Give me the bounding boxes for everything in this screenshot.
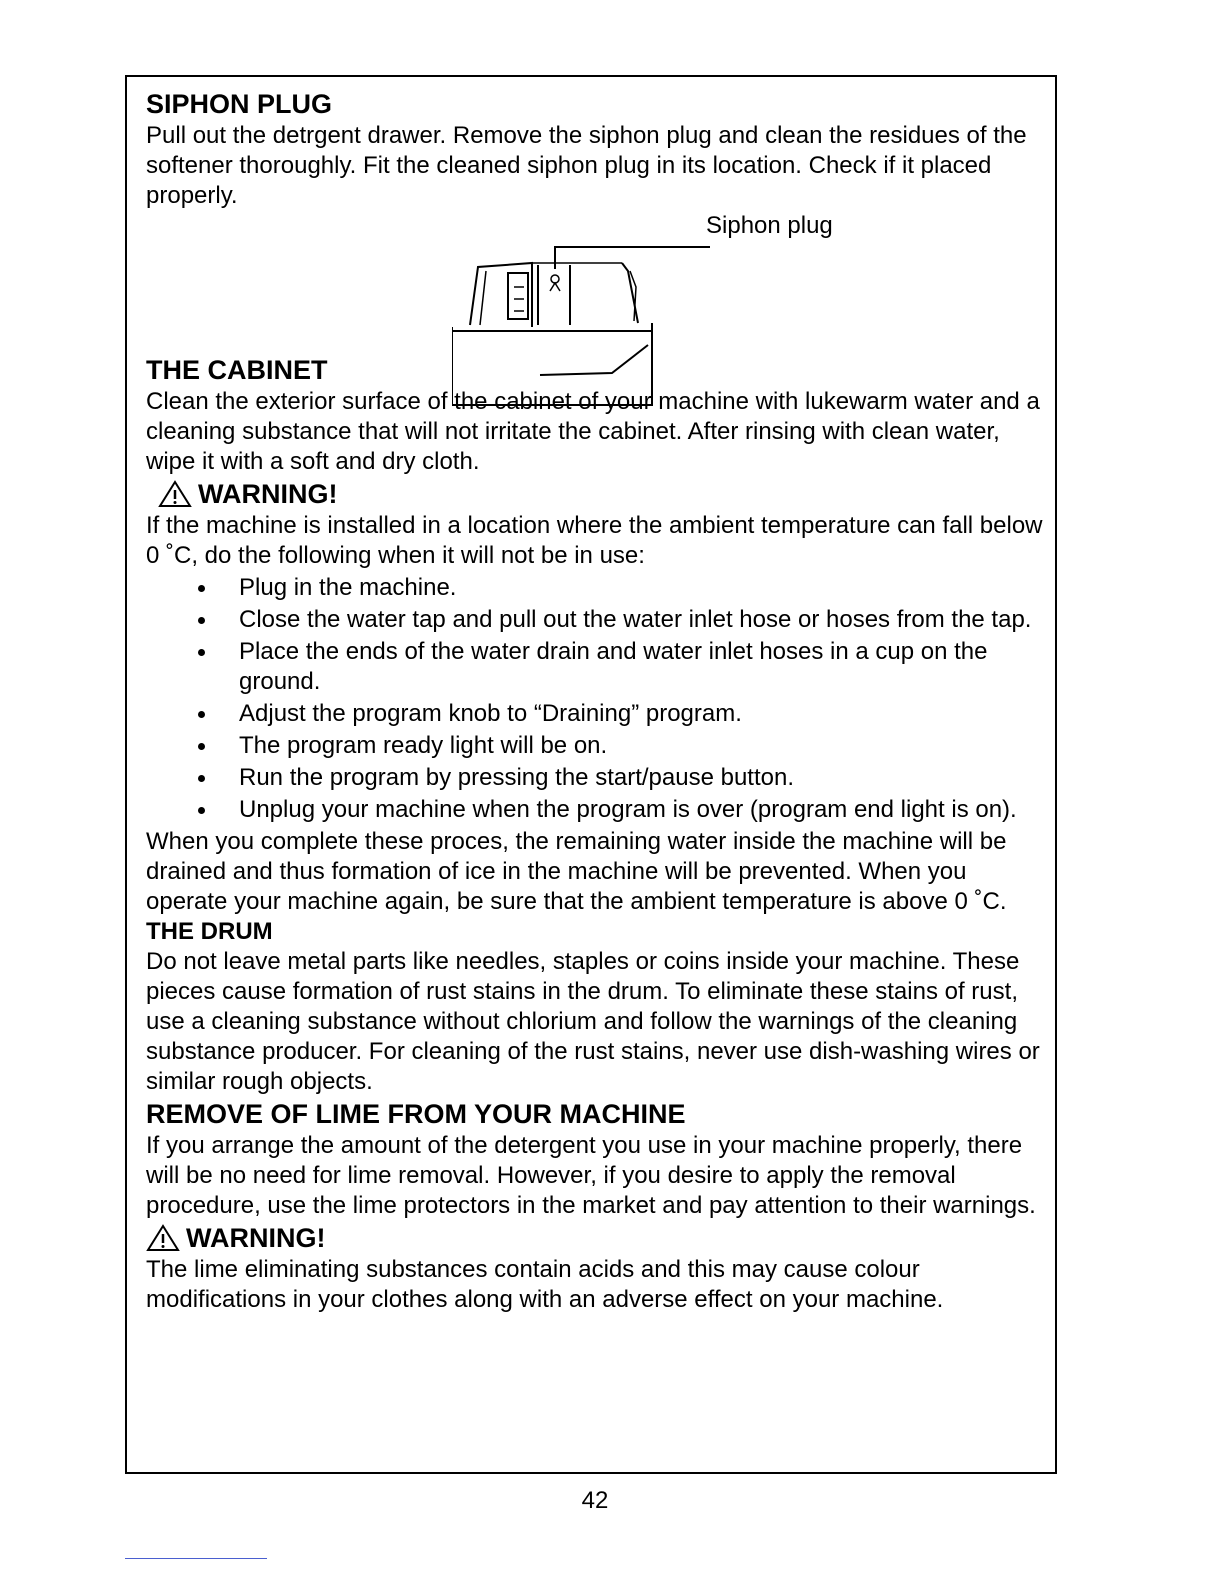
list-item: Adjust the program knob to “Draining” program. (146, 699, 1046, 729)
drum-text: Do not leave metal parts like needles, staples or coins inside your machine. These pieces cause formation of rust stains in the drum. To eliminate these stains of rust, use a cleaning substance without chlorium and follow the warnings of the cleaning substance producer. For cleaning of the rust stains, never use dish-washing wires or similar rough objects. (146, 948, 1040, 1095)
drum-heading: THE DRUM (146, 918, 273, 945)
footer-rule (125, 1558, 267, 1559)
list-item: Unplug your machine when the program is over (program end light is on). (146, 795, 1046, 825)
list-item: Run the program by pressing the start/pause button. (146, 763, 1046, 793)
warning-heading-2 (146, 1221, 1046, 1255)
cabinet-text: Clean the exterior surface of the cabinet of your machine with lukewarm water and a cleaning substance that will not irritate the cabinet. After rinsing with clean water, wipe it with a soft and dry cloth. (146, 388, 1040, 475)
warning-intro-text: If the machine is installed in a location where the ambient temperature can fall below 0 ˚C, do the following when it will not be in use: (146, 512, 1043, 569)
warning-outro-text: When you complete these proces, the remaining water inside the machine will be drained and thus formation of ice in the machine will be prevented. When you operate your machine again, be sure that the ambient temperature is above 0 ˚C. (146, 828, 1007, 915)
siphon-plug-text: Pull out the detrgent drawer. Remove the siphon plug and clean the residues of the softener thoroughly. Fit the cleaned siphon plug in its location. Check if it placed properly. (146, 122, 1027, 209)
list-item: Place the ends of the water drain and water inlet hoses in a cup on the ground. (146, 637, 1046, 697)
warning-label: WARNING! (186, 1223, 326, 1253)
list-item: Plug in the machine. (146, 573, 1046, 603)
siphon-figure (146, 211, 1046, 387)
list-item: Close the water tap and pull out the water inlet hose or hoses from the tap. (146, 605, 1046, 635)
cabinet-heading: THE CABINET (146, 355, 328, 385)
lime-heading: REMOVE OF LIME FROM YOUR MACHINE (146, 1099, 686, 1129)
page-number: 42 (581, 1487, 609, 1514)
warning-heading-1 (146, 477, 1046, 511)
detergent-drawer-illustration (452, 227, 712, 407)
warning-label: WARNING! (198, 479, 338, 509)
freeze-steps-list (146, 573, 1046, 825)
list-item: The program ready light will be on. (146, 731, 1046, 761)
siphon-plug-label: Siphon plug (706, 212, 833, 239)
siphon-plug-heading: SIPHON PLUG (146, 89, 333, 119)
page-content (146, 87, 1046, 1315)
lime-text: If you arrange the amount of the detergent you use in your machine properly, there will be no need for lime removal. However, if you desire to apply the removal procedure, use the lime protectors in the market and pay attention to their warnings. (146, 1132, 1036, 1219)
warning-triangle-icon (158, 480, 192, 508)
lime-warning-text: The lime eliminating substances contain acids and this may cause colour modifications in your clothes along with an adverse effect on your machine. (146, 1256, 944, 1313)
warning-triangle-icon (146, 1224, 180, 1252)
